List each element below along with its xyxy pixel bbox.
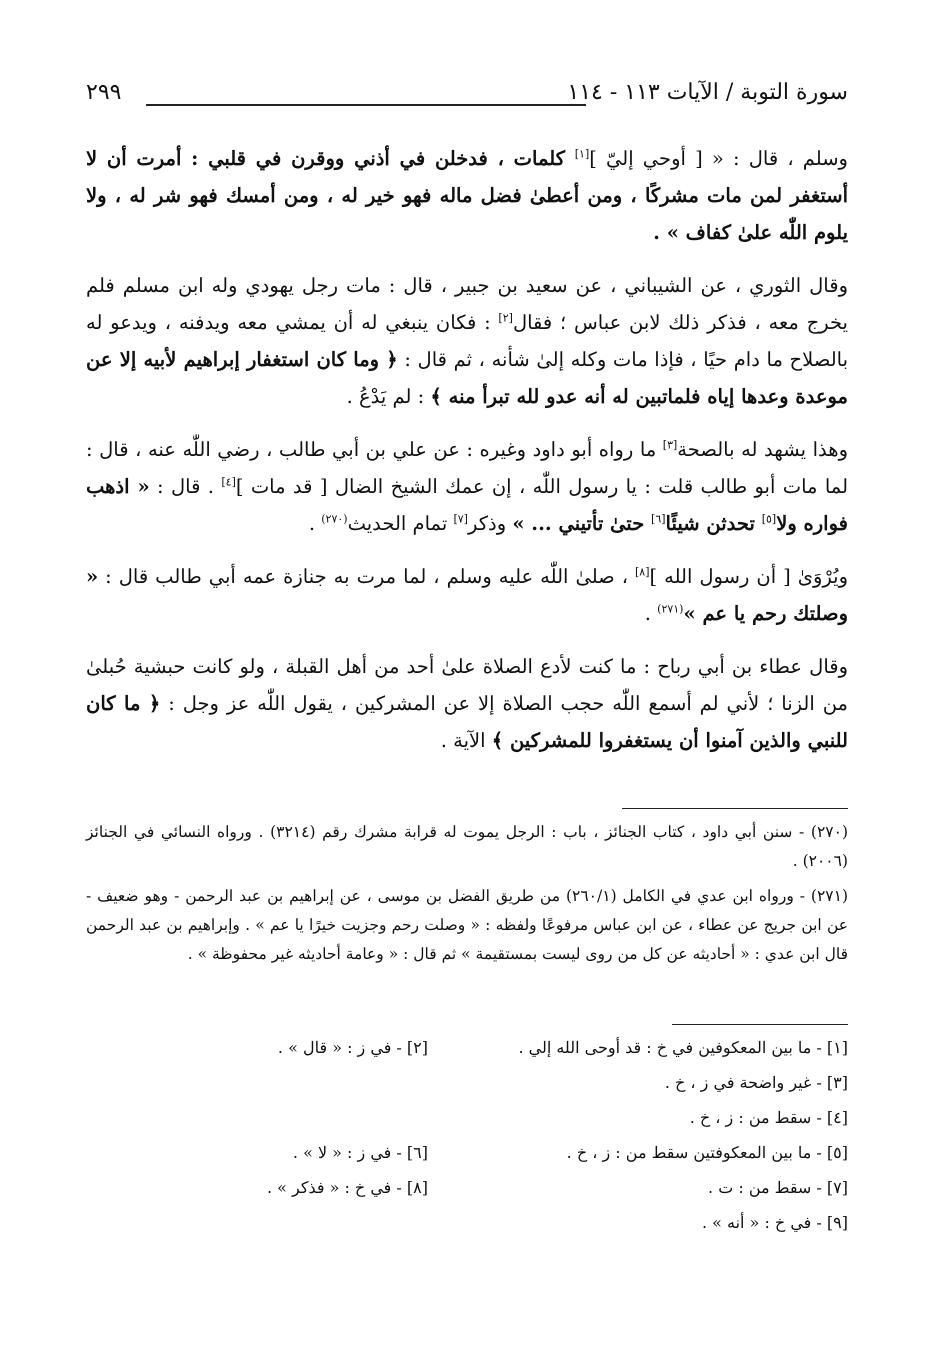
footnote-marker: [٣] — [662, 438, 678, 452]
text-segment: كلمات ، فدخلن في أذني ووقرن في قلبي : أمرت أن لا أستغفر لمن مات مشركًا ، ومن أعطىٰ فضل ماله فهو خير له ، ومن أمسك فهو شر له ، ولا يلوم اللّٰه علىٰ كفاف » . — [86, 147, 848, 244]
text-segment: ﴿ ما كان للنبي والذين آمنوا أن يستغفروا للمشركين ﴾ — [86, 692, 848, 752]
text-segment: . — [644, 602, 658, 625]
text-segment: حتىٰ تأتيني ... » — [512, 512, 652, 535]
text-segment: وقال الثوري ، عن الشيباني ، عن سعيد بن جبير ، قال : مات رجل يهودي وله ابن مسلم فلم يخرج معه ، فذكر ذلك لابن عباس ؛ فقال — [86, 274, 848, 334]
footnote-marker: [٢] — [498, 311, 513, 325]
text-segment: . قال : — [149, 475, 222, 498]
paragraph-p3 — [86, 431, 848, 542]
text-segment: وسلم ، قال : « [ أوحي إليّ ] — [589, 147, 848, 170]
paragraph-p1 — [86, 140, 848, 251]
text-segment: : لم يَدْعُ . — [346, 385, 431, 408]
footnote-marker: [٤] — [221, 475, 236, 489]
footnote-rule — [622, 808, 848, 809]
variant-row — [86, 1108, 848, 1143]
text-segment: ويُرْوَىٰ [ أن رسول الله ] — [649, 565, 848, 588]
variant-note: [٧] - سقط من : ت . — [708, 1178, 848, 1197]
variant-notes — [86, 1038, 848, 1248]
text-segment: ﴿ وما كان استغفار إبراهيم لأبيه إلا عن موعدة وعدها إياه فلماتبين له أنه عدو لله تبرأ منه ﴾ — [86, 348, 848, 408]
text-segment: « اذهب فواره ولا — [86, 475, 848, 535]
variant-row — [86, 1143, 848, 1178]
paragraph-p4 — [86, 558, 848, 632]
text-segment: وقال عطاء بن أبي رباح : ما كنت لأدع الصلاة علىٰ أحد من أهل القبلة ، ولو كانت حبشية حُبلىٰ من الزنا ؛ لأني لم أسمع اللّٰه حجب الصلاة إلا عن المشركين ، يقول اللّٰه عز وجل : — [86, 655, 848, 715]
text-segment: تحدثن شيئًا — [665, 512, 762, 535]
text-segment: . — [308, 512, 322, 535]
variant-note: [٩] - في خ : « أنه » . — [701, 1213, 848, 1232]
paragraph-p5 — [86, 648, 848, 759]
running-title: سورة التوبة / الآيات ١١٣ - ١١٤ — [567, 80, 848, 105]
variant-row — [86, 1213, 848, 1248]
variant-row — [86, 1178, 848, 1213]
variant-note: [٣] - غير واضحة في ز ، خ . — [664, 1073, 848, 1092]
text-segment: « وصلتك رحم يا عم » — [86, 565, 848, 625]
footnote-marker: [٦] — [651, 512, 666, 526]
footnote-marker: (٢٧١) — [657, 602, 684, 616]
header-rule — [146, 104, 586, 106]
variant-note: [٢] - في ز : « قال » . — [277, 1038, 428, 1057]
footnote-marker: (٢٧٠) — [321, 512, 348, 526]
footnote: (٢٧٠) - سنن أبي داود ، كتاب الجنائز ، باب : الرجل يموت له قرابة مشرك رقم (٣٢١٤) . ورواه النسائي في الجنائز (٢٠٠٦) . — [86, 823, 848, 870]
variant-note: [٨] - في خ : « فذكر » . — [266, 1178, 428, 1197]
page-number: ٢٩٩ — [86, 80, 122, 105]
page-header — [86, 80, 848, 120]
footnote-marker: [١] — [574, 147, 590, 161]
text-segment: وهذا يشهد له بالصحة — [677, 438, 848, 461]
variant-row — [86, 1073, 848, 1108]
paragraph-p2 — [86, 267, 848, 415]
footnote: (٢٧١) - ورواه ابن عدي في الكامل (٢٦٠/١) من طريق الفضل بن موسى ، عن إبراهيم بن عبد الرحمن - وهو ضعيف - عن ابن جريج عن عطاء ، عن ابن عباس مرفوعًا ولفظه : « وصلت رحم وجزيت خيرًا يا عم » . وإبراهيم بن عبد الرحمن قال ابن عدي : « أحاديثه عن كل من روى ليست بمستقيمة » ثم قال : « وعامة أحاديثه غير محفوظة » . — [86, 887, 849, 963]
text-segment: وذكر — [467, 512, 513, 535]
footnote-marker: [٧] — [453, 512, 468, 526]
variant-note: [٤] - سقط من : ز ، خ . — [689, 1108, 848, 1127]
variant-row — [86, 1038, 848, 1073]
footnotes — [86, 818, 848, 975]
footnote-marker: [٨] — [635, 565, 650, 579]
variant-note: [٦] - في ز : « لا » . — [292, 1143, 428, 1162]
main-text — [86, 140, 848, 775]
variant-note: [١] - ما بين المعكوفين في خ : قد أوحى الله إلي . — [518, 1038, 848, 1057]
variant-note: [٥] - ما بين المعكوفتين سقط من : ز ، خ . — [566, 1143, 848, 1162]
footnote-marker: [٥] — [761, 512, 777, 526]
variant-notes-rule — [672, 1024, 848, 1025]
text-segment: : فكان ينبغي له أن يمشي معه ويدفنه ، ويدعو له بالصلاح ما دام حيًا ، فإذا مات وكله إلىٰ شأنه ، ثم قال : — [86, 311, 849, 371]
text-segment: تمام الحديث — [347, 512, 454, 535]
text-segment: الآية . — [440, 729, 492, 752]
text-segment: ما رواه أبو داود وغيره : عن علي بن أبي طالب ، رضي اللّٰه عنه ، قال : لما مات أبو طالب قلت : يا رسول اللّٰه ، إن عمك الشيخ الضال [ قد مات ] — [86, 438, 849, 498]
text-segment: ، صلىٰ اللّٰه عليه وسلم ، لما مرت به جنازة عمه أبي طالب قال : — [98, 565, 635, 588]
